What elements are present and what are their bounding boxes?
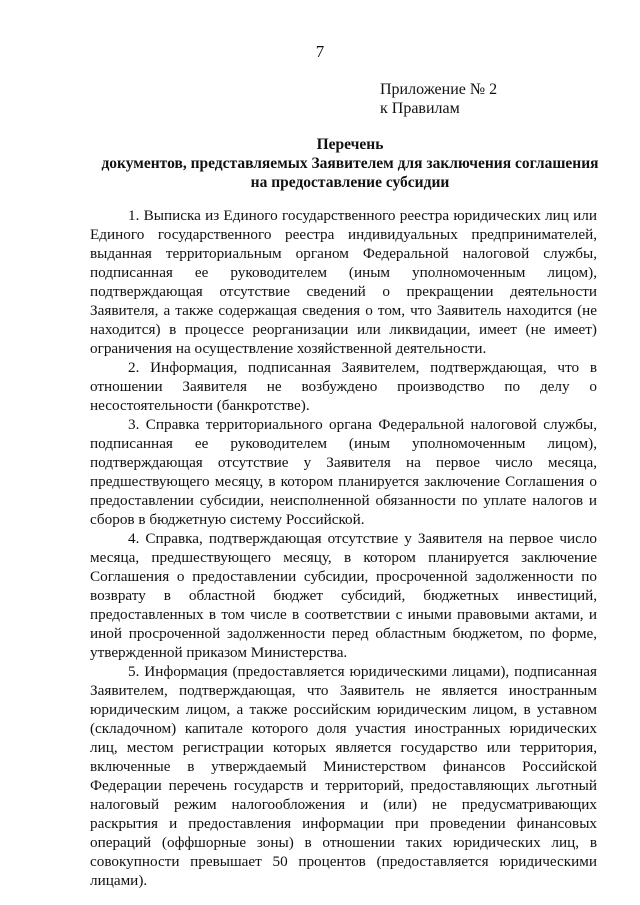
title-line-2: документов, представляемых Заявителем для заключения соглашения [101, 155, 599, 172]
document-list [90, 206, 597, 890]
title-line-3: на предоставление субсидии [250, 174, 450, 191]
list-item-4: 4. Справка, подтверждающая отсутствие у Заявителя на первое число месяца, предшествующего месяцу, в котором планируется заключение Соглашения о предоставлении субсидии, просроченной задолженности по возврату в областной бюджет субсидий, бюджетных инвестиций, предоставленных в том числе в соответствии с иными правовыми актами, и иной просроченной задолженности перед областным бюджетом, по форме, утвержденной приказом Министерства. [90, 530, 597, 661]
list-item-2: 2. Информация, подписанная Заявителем, подтверждающая, что в отношении Заявителя не возбуждено производство по делу о несостоятельности (банкротстве). [90, 359, 597, 414]
appendix-line-1: Приложение № 2 [380, 81, 498, 98]
appendix-line-2: к Правилам [380, 100, 460, 117]
title-line-1: Перечень [316, 136, 384, 153]
list-item-1: 1. Выписка из Единого государственного реестра юридических лиц или Единого государственного реестра индивидуальных предпринимателей, выданная территориальным органом Федеральной налоговой службы, подписанная ее руководителем (иным уполномоченным лицом), подтверждающая отсутствие сведений о прекращении деятельности Заявителя, а также содержащая сведения о том, что Заявитель находится (не находится) в процессе реорганизации или ликвидации, имеет (не имеет) ограничения на осуществление хозяйственной деятельности. [90, 207, 597, 357]
list-item-5: 5. Информация (предоставляется юридическими лицами), подписанная Заявителем, подтверждающая, что Заявитель не является иностранным юридическим лицом, а также российским юридическим лицом, в уставном (складочном) капитале которого доля участия иностранных юридических лиц, местом регистрации которых является государство или территория, включенные в утверждаемый Министерством финансов Российской Федерации перечень государств и территорий, предоставляющих льготный налоговый режим налогообложения и (или) не предусматривающих раскрытия и предоставления информации при проведении финансовых операций (оффшорные зоны) в отношении таких юридических лиц, в совокупности превышает 50 процентов (предоставляется юридическими лицами). [90, 663, 597, 889]
document-title [90, 135, 610, 192]
list-item-3: 3. Справка территориального органа Федеральной налоговой службы, подписанная ее руководителем (иным уполномоченным лицом), подтверждающая отсутствие у Заявителя на первое число месяца, предшествующего месяцу, в котором планируется заключение Соглашения о предоставлении субсидии, неисполненной обязанности по уплате налогов и сборов в бюджетную систему Российской. [90, 416, 597, 528]
page-number: 7 [315, 42, 325, 61]
appendix-reference [380, 80, 497, 118]
